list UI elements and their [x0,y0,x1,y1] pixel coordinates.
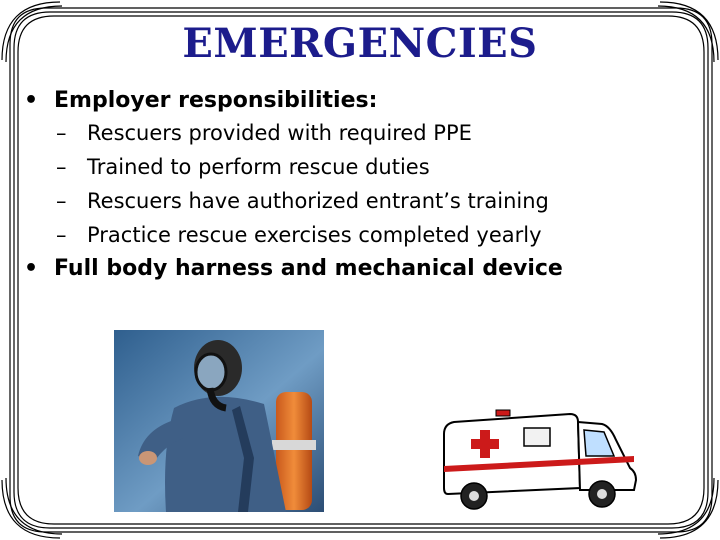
bullet-employer-responsibilities [22,86,702,118]
dash-icon: – [56,155,67,179]
dash-icon: – [56,189,67,213]
ambulance-clipart [440,404,642,514]
sub-bullet-item [22,220,702,254]
sub-bullet-text: Rescuers have authorized entrant’s training [87,189,549,213]
bullet-text: Full body harness and mechanical device [54,256,563,281]
sub-bullet-text: Rescuers provided with required PPE [87,121,472,145]
slide-title: EMERGENCIES [182,20,538,67]
rescuer-photo [114,330,324,512]
bullet-dot-icon: • [24,88,39,113]
bullet-text: Employer responsibilities: [54,88,378,113]
bullet-list [22,86,702,286]
sub-bullet-list [22,118,702,254]
bullet-full-body-harness [22,254,702,286]
sub-bullet-text: Trained to perform rescue duties [87,155,430,179]
sub-bullet-item [22,118,702,152]
dash-icon: – [56,223,67,247]
sub-bullet-text: Practice rescue exercises completed yearly [87,223,542,247]
sub-bullet-item [22,152,702,186]
sub-bullet-item [22,186,702,220]
bullet-dot-icon: • [24,256,39,281]
dash-icon: – [56,121,67,145]
